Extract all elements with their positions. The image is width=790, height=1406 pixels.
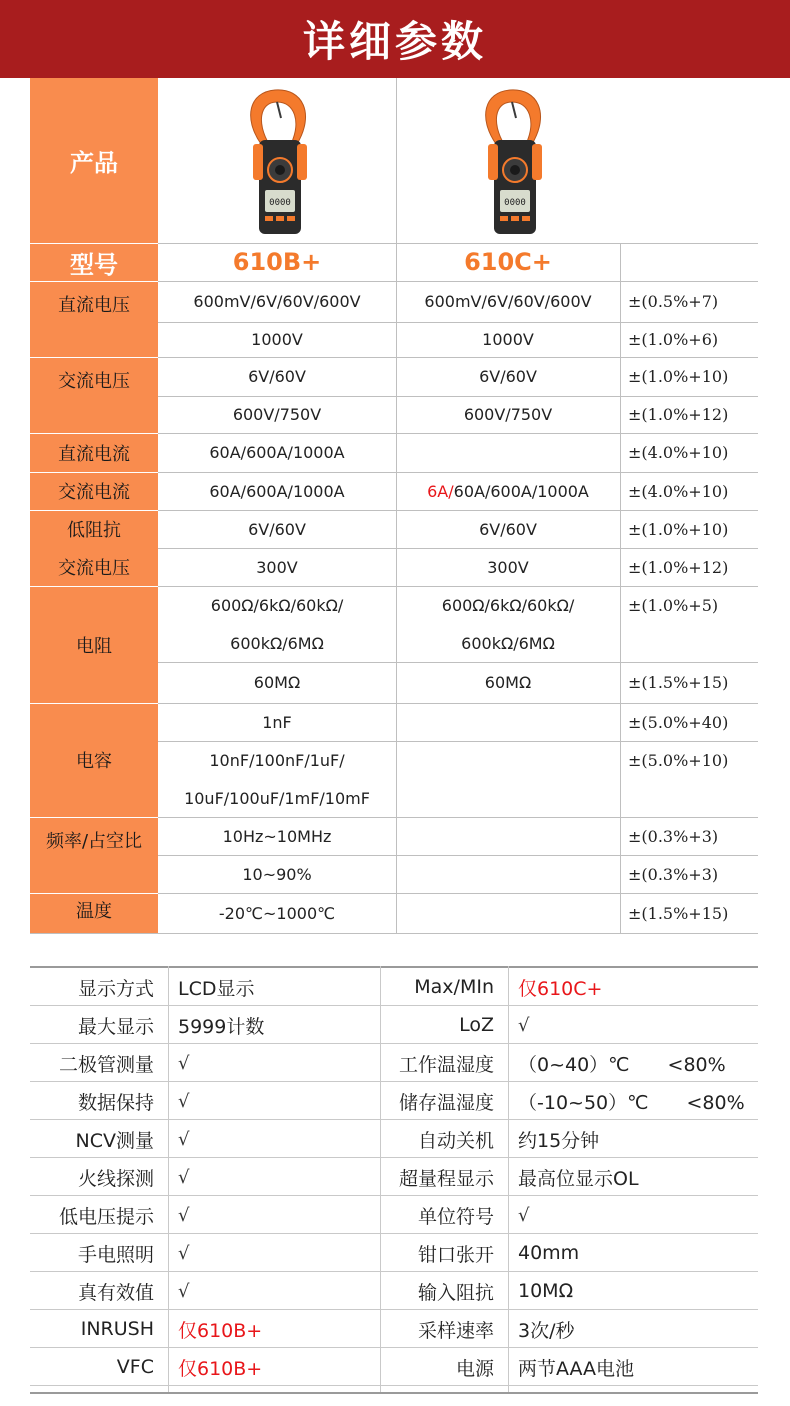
- aca-610c-range: [396, 472, 620, 510]
- feature-value: 约15分钟: [518, 1129, 600, 1152]
- feature-table: [30, 966, 758, 1394]
- res-610b-range-2: 60MΩ: [253, 673, 301, 692]
- feature-value: 仅610B+: [178, 1357, 263, 1380]
- feature-value: 仅610C+: [518, 977, 603, 1000]
- row-label-temperature: 温度: [76, 901, 112, 922]
- feature-value: 40mm: [518, 1242, 580, 1264]
- aca-610c-range-text: 60A/600A/1000A: [453, 481, 589, 501]
- feature-label: LoZ: [459, 1014, 494, 1036]
- clamp-meter-610c-image: [470, 88, 560, 238]
- feature-value: 3次/秒: [518, 1319, 575, 1342]
- cap-610b-range-2-line1: 10nF/100nF/1uF/: [209, 750, 345, 770]
- feature-value: LCD显示: [178, 977, 255, 1000]
- feature-label: 采样速率: [417, 1319, 494, 1342]
- dcv-accuracy-2: ±(1.0%+6): [628, 330, 719, 349]
- feature-value: √: [178, 1166, 190, 1188]
- feature-row: [30, 1158, 758, 1196]
- feature-label: 储存温湿度: [398, 1091, 494, 1114]
- dca-610c-range: [396, 433, 620, 472]
- row-label-low-impedance: 低阻抗: [67, 520, 121, 541]
- feature-label: 超量程显示: [398, 1167, 494, 1190]
- row-label-frequency: 频率/占空比: [45, 831, 143, 852]
- acv-accuracy-2: ±(1.0%+12): [628, 405, 729, 424]
- model-610b: 610B+: [232, 248, 322, 276]
- res-610b-range-line1: 600Ω/6kΩ/60kΩ/: [210, 595, 344, 615]
- feature-label: INRUSH: [80, 1318, 154, 1340]
- feature-label: 自动关机: [417, 1129, 494, 1152]
- feature-label: 火线探测: [77, 1167, 154, 1190]
- feature-value: √: [178, 1204, 190, 1226]
- acv-accuracy-1: ±(1.0%+10): [628, 367, 729, 386]
- acv-610c-range-2: 600V/750V: [463, 405, 553, 424]
- acv-610b-range-2: 600V/750V: [232, 405, 322, 424]
- row-label-ac-voltage: 交流电压: [58, 371, 130, 392]
- feature-value: √: [518, 1014, 530, 1036]
- feature-label: 二极管测量: [58, 1053, 154, 1076]
- feature-label: 真有效值: [77, 1281, 154, 1304]
- clamp-meter-610b-image: [235, 88, 325, 238]
- temp-610b-range: -20℃~1000℃: [218, 903, 336, 923]
- aca-610b-range: 60A/600A/1000A: [209, 481, 345, 501]
- aca-accuracy: ±(4.0%+10): [628, 481, 729, 501]
- page-title: 详细参数: [302, 17, 487, 66]
- feature-row: [30, 968, 758, 1006]
- feature-row: [30, 1006, 758, 1044]
- feature-row: [30, 1310, 758, 1348]
- feature-label: 钳口张开: [417, 1243, 494, 1266]
- dcv-610b-range: 600mV/6V/60V/600V: [193, 292, 361, 311]
- cap-accuracy-1: ±(5.0%+40): [628, 712, 729, 732]
- res-610c-range-line1: 600Ω/6kΩ/60kΩ/: [441, 595, 575, 615]
- acv-610b-range: 6V/60V: [248, 367, 306, 386]
- feature-label: 单位符号: [417, 1205, 494, 1228]
- loz-610b-range-2: 300V: [256, 557, 298, 577]
- feature-value: √: [178, 1090, 190, 1112]
- feature-value: √: [178, 1052, 190, 1074]
- freq-610b-range: 10Hz~10MHz: [222, 826, 332, 846]
- feature-label: 最大显示: [77, 1015, 154, 1038]
- feature-row: [30, 1196, 758, 1234]
- dcv-610c-range: 600mV/6V/60V/600V: [424, 292, 592, 311]
- aca-610c-extra-range: 6A/: [427, 481, 454, 501]
- acv-610c-range: 6V/60V: [479, 367, 537, 386]
- loz-accuracy-1: ±(1.0%+10): [628, 519, 729, 539]
- dcv-accuracy-1: ±(0.5%+7): [628, 292, 719, 311]
- feature-label: 电源: [455, 1357, 494, 1380]
- res-610c-range-2: 60MΩ: [484, 673, 532, 692]
- dca-accuracy: ±(4.0%+10): [628, 443, 729, 462]
- feature-row: [30, 1120, 758, 1158]
- feature-label: 手电照明: [77, 1243, 154, 1266]
- temp-accuracy: ±(1.5%+15): [628, 903, 729, 923]
- feature-value: √: [178, 1280, 190, 1302]
- duty-610b-range: 10~90%: [242, 864, 312, 884]
- feature-label: 低电压提示: [58, 1205, 154, 1228]
- res-610c-range-line2: 600kΩ/6MΩ: [461, 633, 555, 653]
- feature-label: 显示方式: [77, 977, 154, 1000]
- row-label-capacitance: 电容: [76, 751, 112, 772]
- page-header: [0, 0, 790, 78]
- feature-value: （0~40）℃ <80%: [518, 1053, 726, 1076]
- feature-row: [30, 1044, 758, 1082]
- res-accuracy-2: ±(1.5%+15): [628, 673, 729, 692]
- feature-row: [30, 1272, 758, 1310]
- loz-610b-range: 6V/60V: [248, 519, 306, 539]
- row-label-resistance: 电阻: [76, 635, 112, 657]
- feature-label: 数据保持: [77, 1091, 154, 1114]
- feature-value: √: [518, 1204, 530, 1226]
- row-label-dc-voltage: 直流电压: [58, 295, 130, 316]
- cap-accuracy-2: ±(5.0%+10): [628, 751, 729, 770]
- model-label: 型号: [70, 250, 118, 279]
- duty-accuracy: ±(0.3%+3): [628, 864, 719, 884]
- cap-610b-range-2-line2: 10uF/100uF/1mF/10mF: [184, 788, 370, 808]
- dca-610b-range: 60A/600A/1000A: [209, 443, 345, 462]
- feature-value: √: [178, 1242, 190, 1264]
- feature-row: [30, 1348, 758, 1386]
- meter-display-text: 0000: [269, 198, 291, 208]
- feature-value: （-10~50）℃ <80%: [518, 1091, 745, 1114]
- res-610b-range-line2: 600kΩ/6MΩ: [230, 633, 324, 653]
- feature-label: VFC: [116, 1356, 154, 1378]
- cap-610b-range: 1nF: [262, 712, 292, 732]
- feature-label: NCV测量: [75, 1129, 154, 1152]
- row-label-ac-current: 交流电流: [58, 482, 130, 503]
- feature-label: 工作温湿度: [398, 1053, 494, 1076]
- loz-610c-range-2: 300V: [487, 557, 529, 577]
- feature-value: 5999计数: [178, 1015, 265, 1038]
- feature-value: √: [178, 1128, 190, 1150]
- row-label-dc-current: 直流电流: [58, 443, 130, 465]
- feature-label: Max/MIn: [414, 976, 494, 998]
- loz-accuracy-2: ±(1.0%+12): [628, 557, 729, 577]
- feature-value: 10MΩ: [518, 1280, 574, 1302]
- feature-value: 两节AAA电池: [518, 1357, 635, 1380]
- loz-610c-range: 6V/60V: [479, 519, 537, 539]
- feature-value: 最高位显示OL: [518, 1167, 639, 1190]
- dcv-610b-range-2: 1000V: [251, 330, 303, 349]
- spec-table: [30, 78, 758, 934]
- feature-value: 仅610B+: [178, 1319, 263, 1342]
- freq-accuracy: ±(0.3%+3): [628, 826, 719, 846]
- product-label: 产品: [70, 149, 118, 177]
- meter-display-text: 0000: [504, 198, 526, 208]
- feature-label: 输入阻抗: [417, 1281, 494, 1304]
- model-610c: 610C+: [464, 248, 552, 276]
- feature-row: [30, 1082, 758, 1120]
- feature-row: [30, 1234, 758, 1272]
- dcv-610c-range-2: 1000V: [482, 330, 534, 349]
- res-accuracy-1: ±(1.0%+5): [628, 596, 719, 615]
- row-label-low-impedance-acv: 交流电压: [58, 558, 130, 579]
